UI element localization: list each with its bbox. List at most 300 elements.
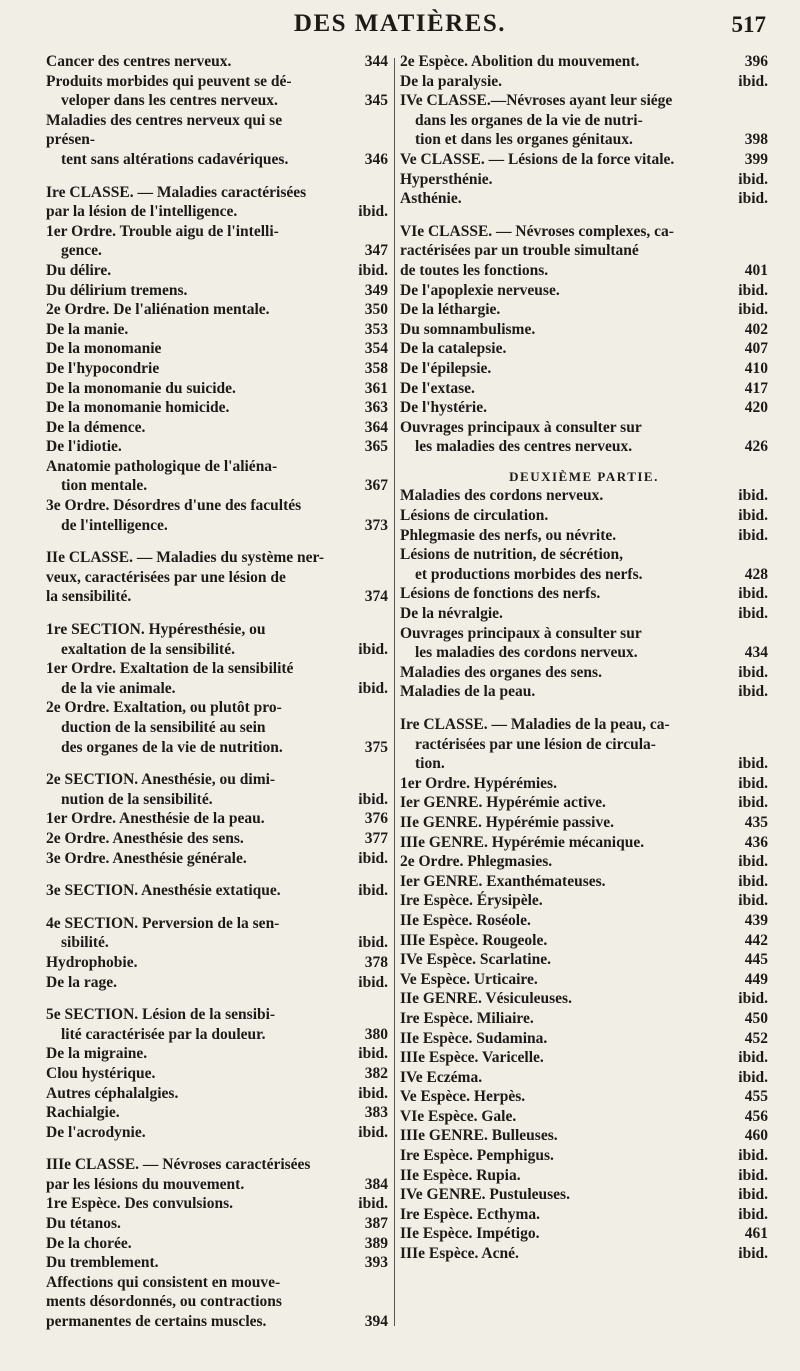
entry-text: ractérisées par un trouble simultané	[400, 242, 639, 260]
index-entry	[400, 398, 768, 418]
entry-page-number: ibid.	[738, 170, 768, 188]
entry-page-number: 346	[364, 150, 388, 168]
entry-text: 2e Ordre. Phlegmasies.	[400, 853, 553, 871]
index-entry	[46, 1084, 388, 1104]
index-entry	[400, 418, 768, 438]
index-entry	[400, 1166, 768, 1186]
index-entry	[46, 1025, 388, 1045]
index-entry	[46, 770, 388, 790]
entry-text: Produits morbides qui peuvent se dé-	[46, 72, 292, 90]
index-entry	[46, 437, 388, 457]
entry-text: 1re Espèce. Des convulsions.	[46, 1195, 234, 1213]
entry-text: permanentes de certains muscles.	[46, 1313, 267, 1331]
entry-text: par les lésions du mouvement.	[46, 1175, 245, 1193]
index-entry	[46, 222, 388, 242]
entry-text: Ve CLASSE. — Lésions de la force vitale.	[400, 150, 675, 168]
entry-page-number: 450	[744, 1009, 768, 1027]
entry-text: Hydrophobie.	[46, 953, 138, 971]
entry-text: Lésions de nutrition, de sécrétion,	[400, 546, 624, 564]
entry-text: par la lésion de l'intelligence.	[46, 203, 238, 221]
index-entry	[46, 457, 388, 477]
index-entry	[46, 300, 388, 320]
index-entry	[400, 715, 768, 735]
entry-text: VIe CLASSE. — Névroses complexes, ca-	[400, 222, 674, 240]
entry-page-number: ibid.	[738, 1147, 768, 1165]
index-entry	[400, 872, 768, 892]
index-entry	[400, 189, 768, 209]
entry-text: IVe CLASSE.—Névroses ayant leur siége	[400, 92, 673, 110]
index-entry	[46, 111, 388, 150]
entry-page-number: 376	[364, 810, 388, 828]
entry-page-number: 353	[364, 320, 388, 338]
index-entry	[400, 852, 768, 872]
index-entry	[46, 718, 388, 738]
index-entry	[400, 1068, 768, 1088]
entry-text: Du délirium tremens.	[46, 281, 188, 299]
entry-page-number: ibid.	[738, 872, 768, 890]
entry-page-number: ibid.	[738, 990, 768, 1008]
entry-page-number: ibid.	[738, 853, 768, 871]
index-entry	[46, 790, 388, 810]
entry-text: Lésions de circulation.	[400, 507, 549, 525]
entry-text: De la monomanie du suicide.	[46, 379, 236, 397]
entry-page-number: ibid.	[358, 1195, 388, 1213]
entry-text: De la rage.	[46, 973, 118, 991]
entry-text: 5e SECTION. Lésion de la sensibi-	[46, 1006, 276, 1024]
index-entry	[400, 437, 768, 457]
index-entry	[46, 516, 388, 536]
index-entry	[46, 587, 388, 607]
entry-page-number: ibid.	[738, 281, 768, 299]
entry-text: Ve Espèce. Urticaire.	[400, 970, 538, 988]
entry-page-number: 377	[364, 829, 388, 847]
entry-page-number: 373	[364, 516, 388, 534]
entry-text: lité caractérisée par la douleur.	[61, 1025, 266, 1043]
index-entry	[400, 565, 768, 585]
entry-text: 2e Espèce. Abolition du mouvement.	[400, 53, 640, 70]
index-entry	[400, 1146, 768, 1166]
entry-text: Maladies des cordons nerveux.	[400, 487, 604, 505]
column-divider	[394, 58, 395, 1326]
entry-page-number: 380	[364, 1025, 388, 1043]
entry-page-number: 460	[744, 1127, 768, 1145]
index-entry	[400, 261, 768, 281]
entry-page-number: 354	[364, 340, 388, 358]
entry-text: IIIe CLASSE. — Névroses caractérisées	[46, 1156, 311, 1174]
index-entry	[46, 568, 388, 588]
entry-text: 1er Ordre. Exaltation de la sensibilité	[46, 660, 294, 678]
entry-text: exaltation de la sensibilité.	[61, 640, 235, 658]
index-entry	[46, 914, 388, 934]
index-entry	[400, 359, 768, 379]
entry-text: les maladies des centres nerveux.	[415, 438, 633, 456]
entry-page-number: ibid.	[358, 679, 388, 697]
index-entry	[46, 418, 388, 438]
entry-text: 3e SECTION. Anesthésie extatique.	[46, 882, 281, 900]
entry-page-number: ibid.	[738, 301, 768, 319]
entry-text: De l'idiotie.	[46, 438, 122, 456]
entry-text: IIIe Espèce. Rougeole.	[400, 931, 548, 949]
entry-page-number: ibid.	[358, 790, 388, 808]
entry-page-number: ibid.	[738, 755, 768, 773]
entry-page-number: ibid.	[358, 849, 388, 867]
entry-page-number: ibid.	[738, 507, 768, 525]
entry-text: la sensibilité.	[46, 588, 132, 606]
entry-text: IIIe Espèce. Varicelle.	[400, 1049, 544, 1067]
entry-page-number: 399	[744, 150, 768, 168]
entry-text: Lésions de fonctions des nerfs.	[400, 585, 601, 603]
index-entry	[400, 1205, 768, 1225]
entry-page-number: 401	[744, 261, 768, 279]
entry-page-number: ibid.	[738, 683, 768, 701]
entry-page-number: 378	[364, 953, 388, 971]
entry-page-number: 367	[364, 477, 388, 495]
entry-page-number: 461	[744, 1225, 768, 1243]
index-entry	[46, 1292, 388, 1312]
entry-text: Ire Espèce. Miliaire.	[400, 1009, 534, 1027]
entry-page-number: 345	[364, 92, 388, 110]
entry-page-number: 394	[364, 1313, 388, 1331]
entry-text: tion mentale.	[61, 477, 148, 495]
entry-page-number: 384	[364, 1175, 388, 1193]
index-entry	[400, 467, 768, 487]
index-entry	[46, 320, 388, 340]
entry-text: Affections qui consistent en mouve-	[46, 1273, 281, 1291]
index-entry	[400, 170, 768, 190]
entry-page-number: ibid.	[738, 1068, 768, 1086]
index-entry	[46, 202, 388, 222]
entry-text: De l'apoplexie nerveuse.	[400, 281, 560, 299]
index-entry	[400, 320, 768, 340]
entry-page-number: ibid.	[738, 1166, 768, 1184]
entry-text: IIe CLASSE. — Maladies du système ner-	[46, 549, 325, 567]
entry-page-number: 365	[364, 438, 388, 456]
entry-text: Du tétanos.	[46, 1215, 121, 1233]
entry-text: 1re SECTION. Hypéresthésie, ou	[46, 621, 266, 639]
entry-text: Ire CLASSE. — Maladies de la peau, ca-	[400, 716, 670, 733]
index-entry	[400, 735, 768, 755]
entry-page-number: ibid.	[738, 487, 768, 505]
entry-page-number: 389	[364, 1234, 388, 1252]
entry-text: veux, caractérisées par une lésion de	[46, 568, 286, 586]
entry-page-number: ibid.	[358, 203, 388, 221]
entry-page-number: ibid.	[738, 774, 768, 792]
entry-text: 1er Ordre. Trouble aigu de l'intelli-	[46, 222, 279, 240]
entry-text: IVe Espèce. Scarlatine.	[400, 951, 551, 969]
index-entry	[400, 1009, 768, 1029]
index-entry	[46, 548, 388, 568]
entry-text: Ire Espèce. Pemphigus.	[400, 1147, 554, 1165]
index-entry	[46, 973, 388, 993]
index-entry	[400, 891, 768, 911]
entry-page-number: 347	[364, 242, 388, 260]
entry-text: veloper dans les centres nerveux.	[61, 92, 278, 110]
entry-text: duction de la sensibilité au sein	[61, 719, 266, 736]
index-entry	[400, 754, 768, 774]
entry-page-number: 445	[744, 951, 768, 969]
entry-text: Ire CLASSE. — Maladies caractérisées	[46, 183, 307, 201]
index-entry	[400, 663, 768, 683]
entry-page-number: 350	[364, 301, 388, 319]
index-entry	[400, 1126, 768, 1146]
page-title: DES MATIÈRES.	[293, 10, 507, 37]
entry-page-number: 398	[744, 131, 768, 149]
entry-page-number: ibid.	[358, 261, 388, 279]
entry-text: De la névralgie.	[400, 605, 503, 623]
index-entry	[400, 91, 768, 111]
index-entry	[46, 150, 388, 170]
index-entry	[400, 1224, 768, 1244]
entry-text: Ire Espèce. Ecthyma.	[400, 1205, 541, 1223]
entry-text: IIe Espèce. Rupia.	[400, 1166, 521, 1184]
index-entry	[400, 682, 768, 702]
index-entry	[46, 659, 388, 679]
entry-page-number: ibid.	[738, 585, 768, 603]
index-entry	[46, 1214, 388, 1234]
entry-page-number: 387	[364, 1215, 388, 1233]
entry-text: VIe Espèce. Gale.	[400, 1107, 517, 1125]
index-entry	[46, 1103, 388, 1123]
index-entry	[400, 52, 768, 72]
index-entry	[46, 1175, 388, 1195]
index-entry	[46, 91, 388, 111]
entry-page-number: 364	[364, 418, 388, 436]
entry-page-number: ibid.	[738, 1205, 768, 1223]
entry-text: De la monomanie	[46, 340, 162, 358]
entry-text: Ier GENRE. Hypérémie active.	[400, 794, 606, 812]
index-column-right	[400, 52, 768, 1264]
entry-page-number: 449	[744, 970, 768, 988]
index-entry	[400, 72, 768, 92]
index-entry	[400, 111, 768, 131]
index-entry	[46, 1044, 388, 1064]
entry-text: Clou hystérique.	[46, 1064, 156, 1082]
index-entry	[400, 1185, 768, 1205]
entry-page-number: 402	[744, 320, 768, 338]
section-heading: DEUXIÈME PARTIE.	[509, 468, 659, 484]
index-entry	[46, 1123, 388, 1143]
entry-text: ments désordonnés, ou contractions	[46, 1293, 282, 1311]
entry-text: IIe GENRE. Vésiculeuses.	[400, 990, 572, 1008]
entry-text: tion et dans les organes génitaux.	[415, 131, 633, 149]
entry-text: Phlegmasie des nerfs, ou névrite.	[400, 526, 617, 544]
index-entry	[400, 506, 768, 526]
entry-text: Du somnambulisme.	[400, 320, 536, 338]
entry-text: IIe Espèce. Impétigo.	[400, 1225, 540, 1243]
entry-text: tion.	[415, 755, 445, 773]
index-entry	[400, 526, 768, 546]
entry-text: Ouvrages principaux à consulter sur	[400, 624, 642, 642]
entry-text: De l'acrodynie.	[46, 1123, 146, 1141]
index-entry	[46, 1155, 388, 1175]
entry-text: nution de la sensibilité.	[61, 790, 213, 808]
entry-text: 3e Ordre. Désordres d'une des facultés	[46, 497, 302, 515]
index-entry	[46, 1312, 388, 1332]
entry-text: Asthénie.	[400, 190, 462, 208]
entry-text: tent sans altérations cadavériques.	[61, 150, 289, 168]
index-entry	[400, 970, 768, 990]
index-entry	[46, 261, 388, 281]
index-entry	[400, 339, 768, 359]
entry-page-number: 410	[744, 359, 768, 377]
entry-text: IIe Espèce. Roséole.	[400, 911, 531, 929]
entry-page-number: ibid.	[738, 190, 768, 208]
entry-page-number: ibid.	[738, 72, 768, 90]
entry-text: Du délire.	[46, 261, 112, 279]
index-entry	[400, 1244, 768, 1264]
entry-text: gence.	[61, 242, 102, 260]
entry-text: De l'hypocondrie	[46, 359, 160, 377]
index-entry	[400, 1048, 768, 1068]
entry-text: de toutes les fonctions.	[400, 261, 549, 279]
entry-page-number: ibid.	[358, 1084, 388, 1102]
entry-page-number: 452	[744, 1029, 768, 1047]
entry-page-number: ibid.	[738, 892, 768, 910]
entry-text: Cancer des centres nerveux.	[46, 53, 232, 70]
index-entry	[400, 379, 768, 399]
entry-page-number: ibid.	[358, 640, 388, 658]
entry-page-number: ibid.	[358, 1045, 388, 1063]
entry-text: dans les organes de la vie de nutri-	[415, 111, 643, 129]
index-entry	[46, 359, 388, 379]
entry-page-number: ibid.	[738, 663, 768, 681]
index-entry	[400, 222, 768, 242]
index-entry	[400, 281, 768, 301]
entry-page-number: 455	[744, 1088, 768, 1106]
entry-text: IIIe GENRE. Hypérémie mécanique.	[400, 833, 645, 851]
entry-page-number: ibid.	[358, 973, 388, 991]
entry-text: De la catalepsie.	[400, 340, 507, 358]
entry-text: Du tremblement.	[46, 1254, 159, 1272]
index-entry	[46, 698, 388, 718]
entry-text: Maladies de la peau.	[400, 683, 536, 701]
entry-text: De la migraine.	[46, 1045, 148, 1063]
entry-page-number: 435	[744, 813, 768, 831]
index-entry	[400, 624, 768, 644]
entry-text: De la démence.	[46, 418, 146, 436]
entry-page-number: ibid.	[738, 794, 768, 812]
index-entry	[46, 849, 388, 869]
entry-text: De l'hystérie.	[400, 399, 487, 417]
index-entry	[400, 643, 768, 663]
index-entry	[400, 989, 768, 1009]
index-entry	[400, 813, 768, 833]
entry-text: De la léthargie.	[400, 301, 501, 319]
entry-text: Maladies des centres nerveux qui se présen-	[46, 111, 283, 149]
entry-text: et productions morbides des nerfs.	[415, 565, 643, 583]
entry-text: Autres céphalalgies.	[46, 1084, 179, 1102]
entry-page-number: 349	[364, 281, 388, 299]
entry-text: De la paralysie.	[400, 72, 503, 90]
entry-page-number: ibid.	[738, 605, 768, 623]
index-entry	[46, 640, 388, 660]
entry-text: IVe Eczéma.	[400, 1068, 483, 1086]
index-entry	[46, 241, 388, 261]
index-entry	[46, 738, 388, 758]
entry-page-number: ibid.	[358, 882, 388, 900]
entry-text: Ire Espèce. Érysipèle.	[400, 892, 543, 910]
entry-text: IIe GENRE. Hypérémie passive.	[400, 813, 614, 831]
entry-page-number: 426	[744, 438, 768, 456]
entry-page-number: 393	[364, 1254, 388, 1272]
index-entry	[46, 620, 388, 640]
index-entry	[400, 931, 768, 951]
entry-page-number: ibid.	[358, 1123, 388, 1141]
entry-text: Rachialgie.	[46, 1104, 120, 1122]
index-entry	[46, 379, 388, 399]
index-entry	[400, 241, 768, 261]
index-entry	[46, 476, 388, 496]
entry-text: de l'intelligence.	[61, 516, 168, 534]
entry-text: Ve Espèce. Herpès.	[400, 1088, 526, 1106]
entry-text: 1er Ordre. Hypérémies.	[400, 774, 557, 792]
entry-page-number: 417	[744, 379, 768, 397]
index-entry	[46, 52, 388, 72]
entry-page-number: ibid.	[738, 1245, 768, 1263]
index-entry	[400, 1029, 768, 1049]
entry-page-number: 396	[744, 53, 768, 70]
index-entry	[46, 933, 388, 953]
entry-page-number: 382	[364, 1064, 388, 1082]
entry-page-number: 434	[744, 644, 768, 662]
entry-text: 2e Ordre. Anesthésie des sens.	[46, 829, 244, 847]
index-entry	[400, 1087, 768, 1107]
entry-text: les maladies des cordons nerveux.	[415, 644, 638, 662]
entry-page-number: 374	[364, 588, 388, 606]
entry-text: 3e Ordre. Anesthésie générale.	[46, 849, 247, 867]
index-entry	[46, 1194, 388, 1214]
index-entry	[46, 881, 388, 901]
entry-page-number: ibid.	[738, 1049, 768, 1067]
entry-page-number: ibid.	[358, 934, 388, 952]
index-entry	[46, 339, 388, 359]
entry-text: Maladies des organes des sens.	[400, 663, 602, 681]
index-entry	[46, 1253, 388, 1273]
entry-page-number: 436	[744, 833, 768, 851]
entry-text: sibilité.	[61, 934, 109, 952]
entry-page-number: 358	[364, 359, 388, 377]
index-entry	[400, 545, 768, 565]
index-entry	[46, 953, 388, 973]
entry-page-number: ibid.	[738, 1186, 768, 1204]
entry-text: 4e SECTION. Perversion de la sen-	[46, 914, 280, 932]
entry-page-number: 420	[744, 399, 768, 417]
entry-page-number: 428	[744, 565, 768, 583]
index-entry	[400, 950, 768, 970]
index-entry	[46, 1064, 388, 1084]
entry-page-number: 363	[364, 399, 388, 417]
index-entry	[400, 130, 768, 150]
entry-text: De la chorée.	[46, 1234, 132, 1252]
entry-page-number: 439	[744, 911, 768, 929]
index-entry	[400, 300, 768, 320]
index-column-left	[46, 52, 388, 1332]
index-entry	[400, 1107, 768, 1127]
index-entry	[46, 496, 388, 516]
index-entry	[46, 183, 388, 203]
entry-text: des organes de la vie de nutrition.	[61, 738, 283, 756]
entry-text: 2e SECTION. Anesthésie, ou dimi-	[46, 771, 276, 789]
entry-text: 1er Ordre. Anesthésie de la peau.	[46, 810, 265, 828]
entry-page-number: 375	[364, 738, 388, 756]
entry-text: Anatomie pathologique de l'aliéna-	[46, 457, 278, 475]
entry-text: 2e Ordre. Exaltation, ou plutôt pro-	[46, 699, 282, 717]
entry-text: De la manie.	[46, 320, 129, 338]
entry-text: De l'extase.	[400, 379, 475, 397]
entry-text: 2e Ordre. De l'aliénation mentale.	[46, 301, 270, 319]
entry-text: ractérisées par une lésion de circula-	[415, 735, 656, 753]
entry-page-number: 442	[744, 931, 768, 949]
